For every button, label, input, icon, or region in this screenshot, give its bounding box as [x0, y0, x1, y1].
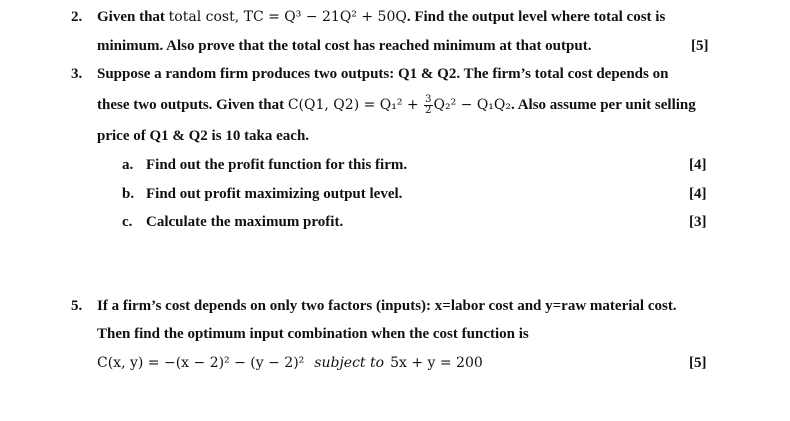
marks: [5] — [689, 355, 707, 371]
question-3-line-1: Suppose a random firm produces two outputs: Q1 & Q2. The firm’s total cost depends on — [97, 66, 669, 82]
part-label: c. — [122, 214, 133, 230]
question-number: 5. — [71, 298, 83, 314]
part-text: Find out profit maximizing output level. — [146, 186, 403, 202]
subject-to: subject to — [314, 355, 385, 371]
part-text: Find out the profit function for this firm. — [146, 157, 408, 173]
question-5-line-3 — [97, 355, 483, 372]
fraction — [424, 95, 432, 116]
marks: [3] — [689, 214, 707, 230]
question-2-line-2: minimum. Also prove that the total cost has reached minimum at that output. — [97, 38, 592, 54]
question-5-line-1: If a firm’s cost depends on only two factors (inputs): x=labor cost and y=raw material cost. — [97, 298, 677, 314]
part-label: b. — [122, 186, 135, 202]
marks: [4] — [689, 157, 707, 173]
part-text: Calculate the maximum profit. — [146, 214, 344, 230]
constraint: 5x + y = 200 — [390, 355, 483, 371]
question-2-line-1 — [97, 9, 665, 26]
math-expression: total cost, TC = Q³ − 21Q² + 50Q — [168, 9, 407, 25]
question-number: 3. — [71, 66, 83, 82]
fraction-denominator: 2 — [425, 105, 432, 116]
question-5-line-2: Then find the optimum input combination when the cost function is — [97, 326, 529, 342]
fraction-numerator: 3 — [425, 94, 432, 105]
marks: [5] — [691, 38, 709, 54]
text: Given that — [97, 9, 169, 25]
text: these two outputs. Given that — [97, 96, 288, 113]
math-expression: Q₂² − Q₁Q₂ — [433, 96, 512, 113]
math-expression: C(x, y) = −(x − 2)² − (y − 2)² — [97, 355, 305, 371]
question-3-line-3: price of Q1 & Q2 is 10 taka each. — [97, 128, 310, 144]
question-number: 2. — [71, 9, 83, 25]
text: . Find the output level where total cost is — [406, 9, 666, 25]
marks: [4] — [689, 186, 707, 202]
question-3-line-2 — [97, 95, 696, 116]
part-label: a. — [122, 157, 134, 173]
text: . Also assume per unit selling — [511, 96, 696, 113]
math-expression: C(Q1, Q2) = Q₁² + — [287, 96, 424, 113]
